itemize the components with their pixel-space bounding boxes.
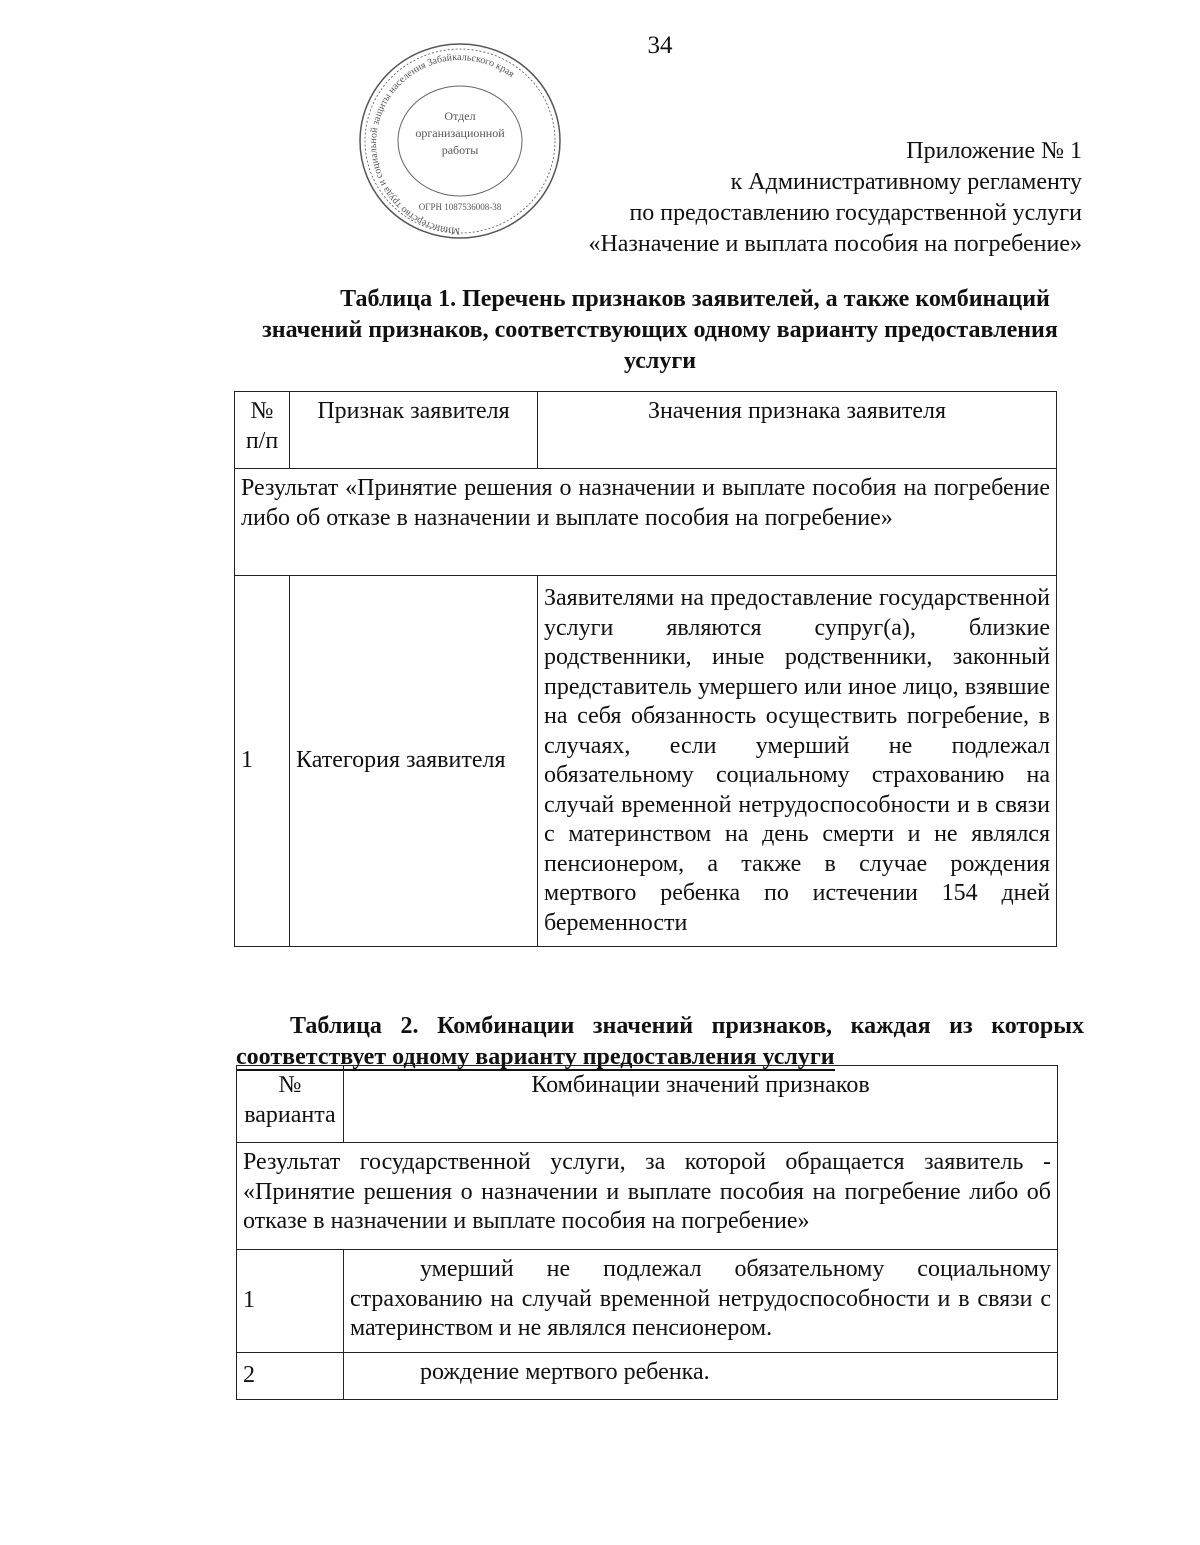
table2-result: Результат государственной услуги, за которой обращается заявитель - «Принятие решения о назначении и выплате пособия на погребение либо об отказе в назначении и выплате пособия на погребение» [237, 1143, 1058, 1250]
table2-header-num: № варианта [237, 1066, 344, 1143]
table1 [234, 391, 1057, 947]
table1-row-sign: Категория заявителя [290, 576, 538, 947]
appendix-line-4: «Назначение и выплата пособия на погребение» [588, 231, 1082, 257]
table2-header-row [237, 1066, 1058, 1143]
table2-title [236, 1011, 1084, 1073]
table2 [236, 1065, 1058, 1400]
table2-row1-text: умерший не подлежал обязательному социальному страхованию на случай временной нетрудоспособности и в связи с материнством и не являлся пенсионером. [344, 1250, 1058, 1353]
appendix-line-1: Приложение № 1 [906, 138, 1082, 164]
table2-header-combos: Комбинации значений признаков [344, 1066, 1058, 1143]
stamp-ring-text: Министерство труда и социальной защиты населения Забайкальского края [368, 51, 517, 237]
table1-header-num: № п/п [235, 392, 290, 469]
table1-title-line-2: значений признаков, соответствующих одному варианту предоставления [262, 317, 1058, 343]
table1-header-row [235, 392, 1057, 469]
stamp-line-3: работы [441, 143, 479, 157]
table1-title [236, 284, 1084, 377]
appendix-line-2: к Административному регламенту [730, 169, 1082, 195]
table2-row1-num: 1 [237, 1250, 344, 1353]
table2-result-row [237, 1143, 1058, 1250]
table1-result-row [235, 469, 1057, 576]
stamp-ogrn: ОГРН 1087536008-38 [418, 202, 502, 212]
table2-title-line-2: соответствует одному варианту предоставления услуги [236, 1044, 835, 1070]
stamp-line-2: организационной [415, 126, 505, 140]
table2-row2-num: 2 [237, 1353, 344, 1400]
table1-title-line-1: Таблица 1. Перечень признаков заявителей, а также комбинаций [340, 286, 1050, 312]
table1-header-values: Значения признака заявителя [538, 392, 1057, 469]
table-row [237, 1250, 1058, 1353]
table-row [235, 576, 1057, 947]
table1-row-value: Заявителями на предоставление государственной услуги являются супруг(а), близкие родственники, иные родственники, законный представитель умершего или иное лицо, взявшие на себя обязанность осуществить погребение, в случаях, если умерший не подлежал обязательному социальному страхованию на случай временной нетрудоспособности и в связи с материнством на день смерти и не являлся пенсионером, а также в случае рождения мертвого ребенка по истечении 154 дней беременности [538, 576, 1057, 947]
page-number: 34 [647, 32, 673, 59]
appendix-line-3: по предоставлению государственной услуги [629, 200, 1082, 226]
stamp-line-1: Отдел [444, 109, 476, 123]
table1-result: Результат «Принятие решения о назначении и выплате пособия на погребение либо об отказе в назначении и выплате пособия на погребение» [235, 469, 1057, 576]
table1-row-num: 1 [235, 576, 290, 947]
appendix-header [588, 136, 1082, 260]
table1-header-sign: Признак заявителя [290, 392, 538, 469]
table2-title-line-1: Таблица 2. Комбинации значений признаков, каждая из которых [290, 1013, 1084, 1039]
table2-row2-text: рождение мертвого ребенка. [344, 1353, 1058, 1400]
table1-title-line-3: услуги [623, 348, 697, 374]
official-stamp [355, 38, 565, 243]
table-row [237, 1353, 1058, 1400]
